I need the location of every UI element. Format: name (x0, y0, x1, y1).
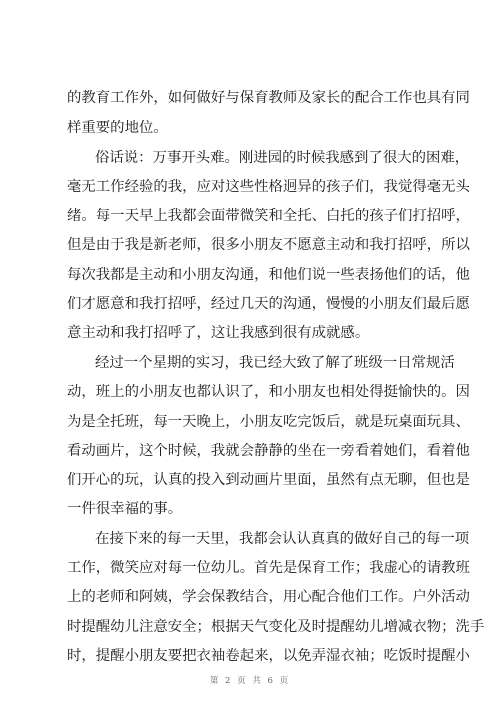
paragraph-4-line-5: 时，提醒小朋友要把衣袖卷起来，以免弄湿衣袖；吃饭时提醒小 (67, 648, 470, 664)
paragraph-3-line-4: 看动画片，这个时候，我就会静静的坐在一旁看着她们，看着他 (67, 443, 470, 459)
paragraph-2-line-1: 俗话说：万事开头难。刚进园的时候我感到了很大的困难， (95, 150, 470, 166)
paragraph-4-line-2: 工作，微笑应对每一位幼儿。首先是保育工作；我虚心的请教班 (67, 560, 470, 576)
paragraph-4-line-3: 上的老师和阿姨，学会保教结合，用心配合他们工作。户外活动 (67, 589, 470, 605)
paragraph-4-line-1: 在接下来的每一天里，我都会认认真真的做好自己的每一项 (95, 531, 470, 547)
paragraph-3-line-6: 一件很幸福的事。 (67, 501, 183, 517)
paragraph-1-line-1: 的教育工作外，如何做好与保育教师及家长的配合工作也具有同 (67, 90, 470, 106)
paragraph-3-line-3: 为是全托班，每一天晚上，小朋友吃完饭后，就是玩桌面玩具、 (67, 414, 470, 430)
paragraph-3-line-1: 经过一个星期的实习，我已经大致了解了班级一日常规活 (95, 355, 455, 371)
page-number-footer: 第 2 页 共 6 页 (209, 676, 291, 686)
paragraph-1-line-2: 样重要的地位。 (67, 120, 168, 136)
paragraph-2-line-7: 意主动和我打招呼了，这让我感到很有成就感。 (67, 325, 370, 341)
paragraph-3-line-5: 们开心的玩，认真的投入到动画片里面，虽然有点无聊，但也是 (67, 472, 470, 488)
paragraph-2-line-3: 绪。每一天早上我都会面带微笑和全托、白托的孩子们打招呼， (67, 208, 470, 224)
paragraph-3-line-2: 动，班上的小朋友也都认识了，和小朋友也相处得挺愉快的。因 (67, 384, 470, 400)
paragraph-4-line-4: 时提醒幼儿注意安全；根据天气变化及时提醒幼儿增减衣物；洗手 (67, 619, 485, 635)
paragraph-2-line-4: 但是由于我是新老师，很多小朋友不愿意主动和我打招呼，所以 (67, 237, 470, 253)
paragraph-2-line-6: 们才愿意和我打招呼，经过几天的沟通，慢慢的小朋友们最后愿 (67, 296, 470, 312)
paragraph-2-line-2: 毫无工作经验的我，应对这些性格迥异的孩子们，我觉得毫无头 (67, 179, 470, 195)
paragraph-2-line-5: 每次我都是主动和小朋友沟通，和他们说一些表扬他们的话，他 (67, 267, 470, 283)
